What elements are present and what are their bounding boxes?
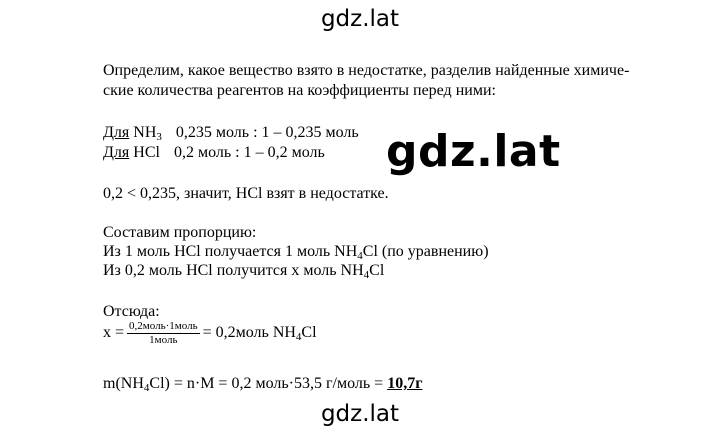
x-lhs: x = (103, 324, 125, 341)
hcl-calc: 0,2 моль : 1 – 0,2 моль (173, 144, 325, 161)
mass-sub: 4 (143, 382, 150, 394)
nh3-line (103, 124, 359, 142)
nh3-formula (133, 124, 162, 141)
proportion-1-text: Из 1 моль HCl получается 1 моль NH (103, 243, 358, 260)
hcl-formula: HCl (133, 144, 160, 161)
proportion-line-2 (103, 262, 384, 280)
proportion-line-1 (103, 243, 489, 261)
intro-line-2: ские количества реагентов на коэффициенты перед ними: (103, 82, 496, 99)
nh3-prefix: Для (103, 124, 130, 141)
hence-label: Отсюда: (103, 303, 160, 320)
watermark-bottom: gdz.lat (320, 401, 400, 427)
proportion-2-tail: Cl (369, 262, 385, 279)
fraction-numerator: 0,2моль·1моль (129, 319, 198, 332)
mass-text: m(NH (103, 375, 144, 392)
hcl-prefix: Для (103, 144, 130, 161)
mass-result: 10,7г (387, 375, 423, 392)
x-rhs-tail: Cl (301, 324, 317, 341)
watermark-middle: gdz.lat (386, 126, 561, 177)
proportion-1-sub: 4 (357, 250, 363, 262)
x-equation (103, 318, 317, 348)
hcl-line (103, 144, 325, 162)
nh3-formula-base: NH (133, 124, 157, 141)
proportion-1-tail: Cl (по уравнению) (362, 243, 489, 260)
fraction (127, 320, 200, 347)
proportion-2-text: Из 0,2 моль HCl получится x моль NH (103, 262, 364, 279)
watermark-top: gdz.lat (320, 6, 400, 32)
nh3-formula-sub: 3 (156, 131, 162, 143)
mass-middle: Cl) = n·M = 0,2 моль·53,5 г/моль = (149, 375, 388, 392)
comparison-line: 0,2 < 0,235, значит, HCl взят в недостатке. (103, 185, 389, 202)
mass-line (103, 375, 422, 393)
proportion-2-sub: 4 (363, 269, 370, 281)
nh3-calc: 0,235 моль : 1 – 0,235 моль (175, 124, 359, 141)
intro-line-1: Определим, какое вещество взято в недостатке, разделив найденные химиче- (103, 62, 630, 79)
proportion-title: Составим пропорцию: (103, 224, 257, 241)
x-rhs: = 0,2моль NH (202, 324, 296, 341)
fraction-denominator: 1моль (149, 333, 178, 346)
x-rhs-sub: 4 (295, 331, 302, 343)
